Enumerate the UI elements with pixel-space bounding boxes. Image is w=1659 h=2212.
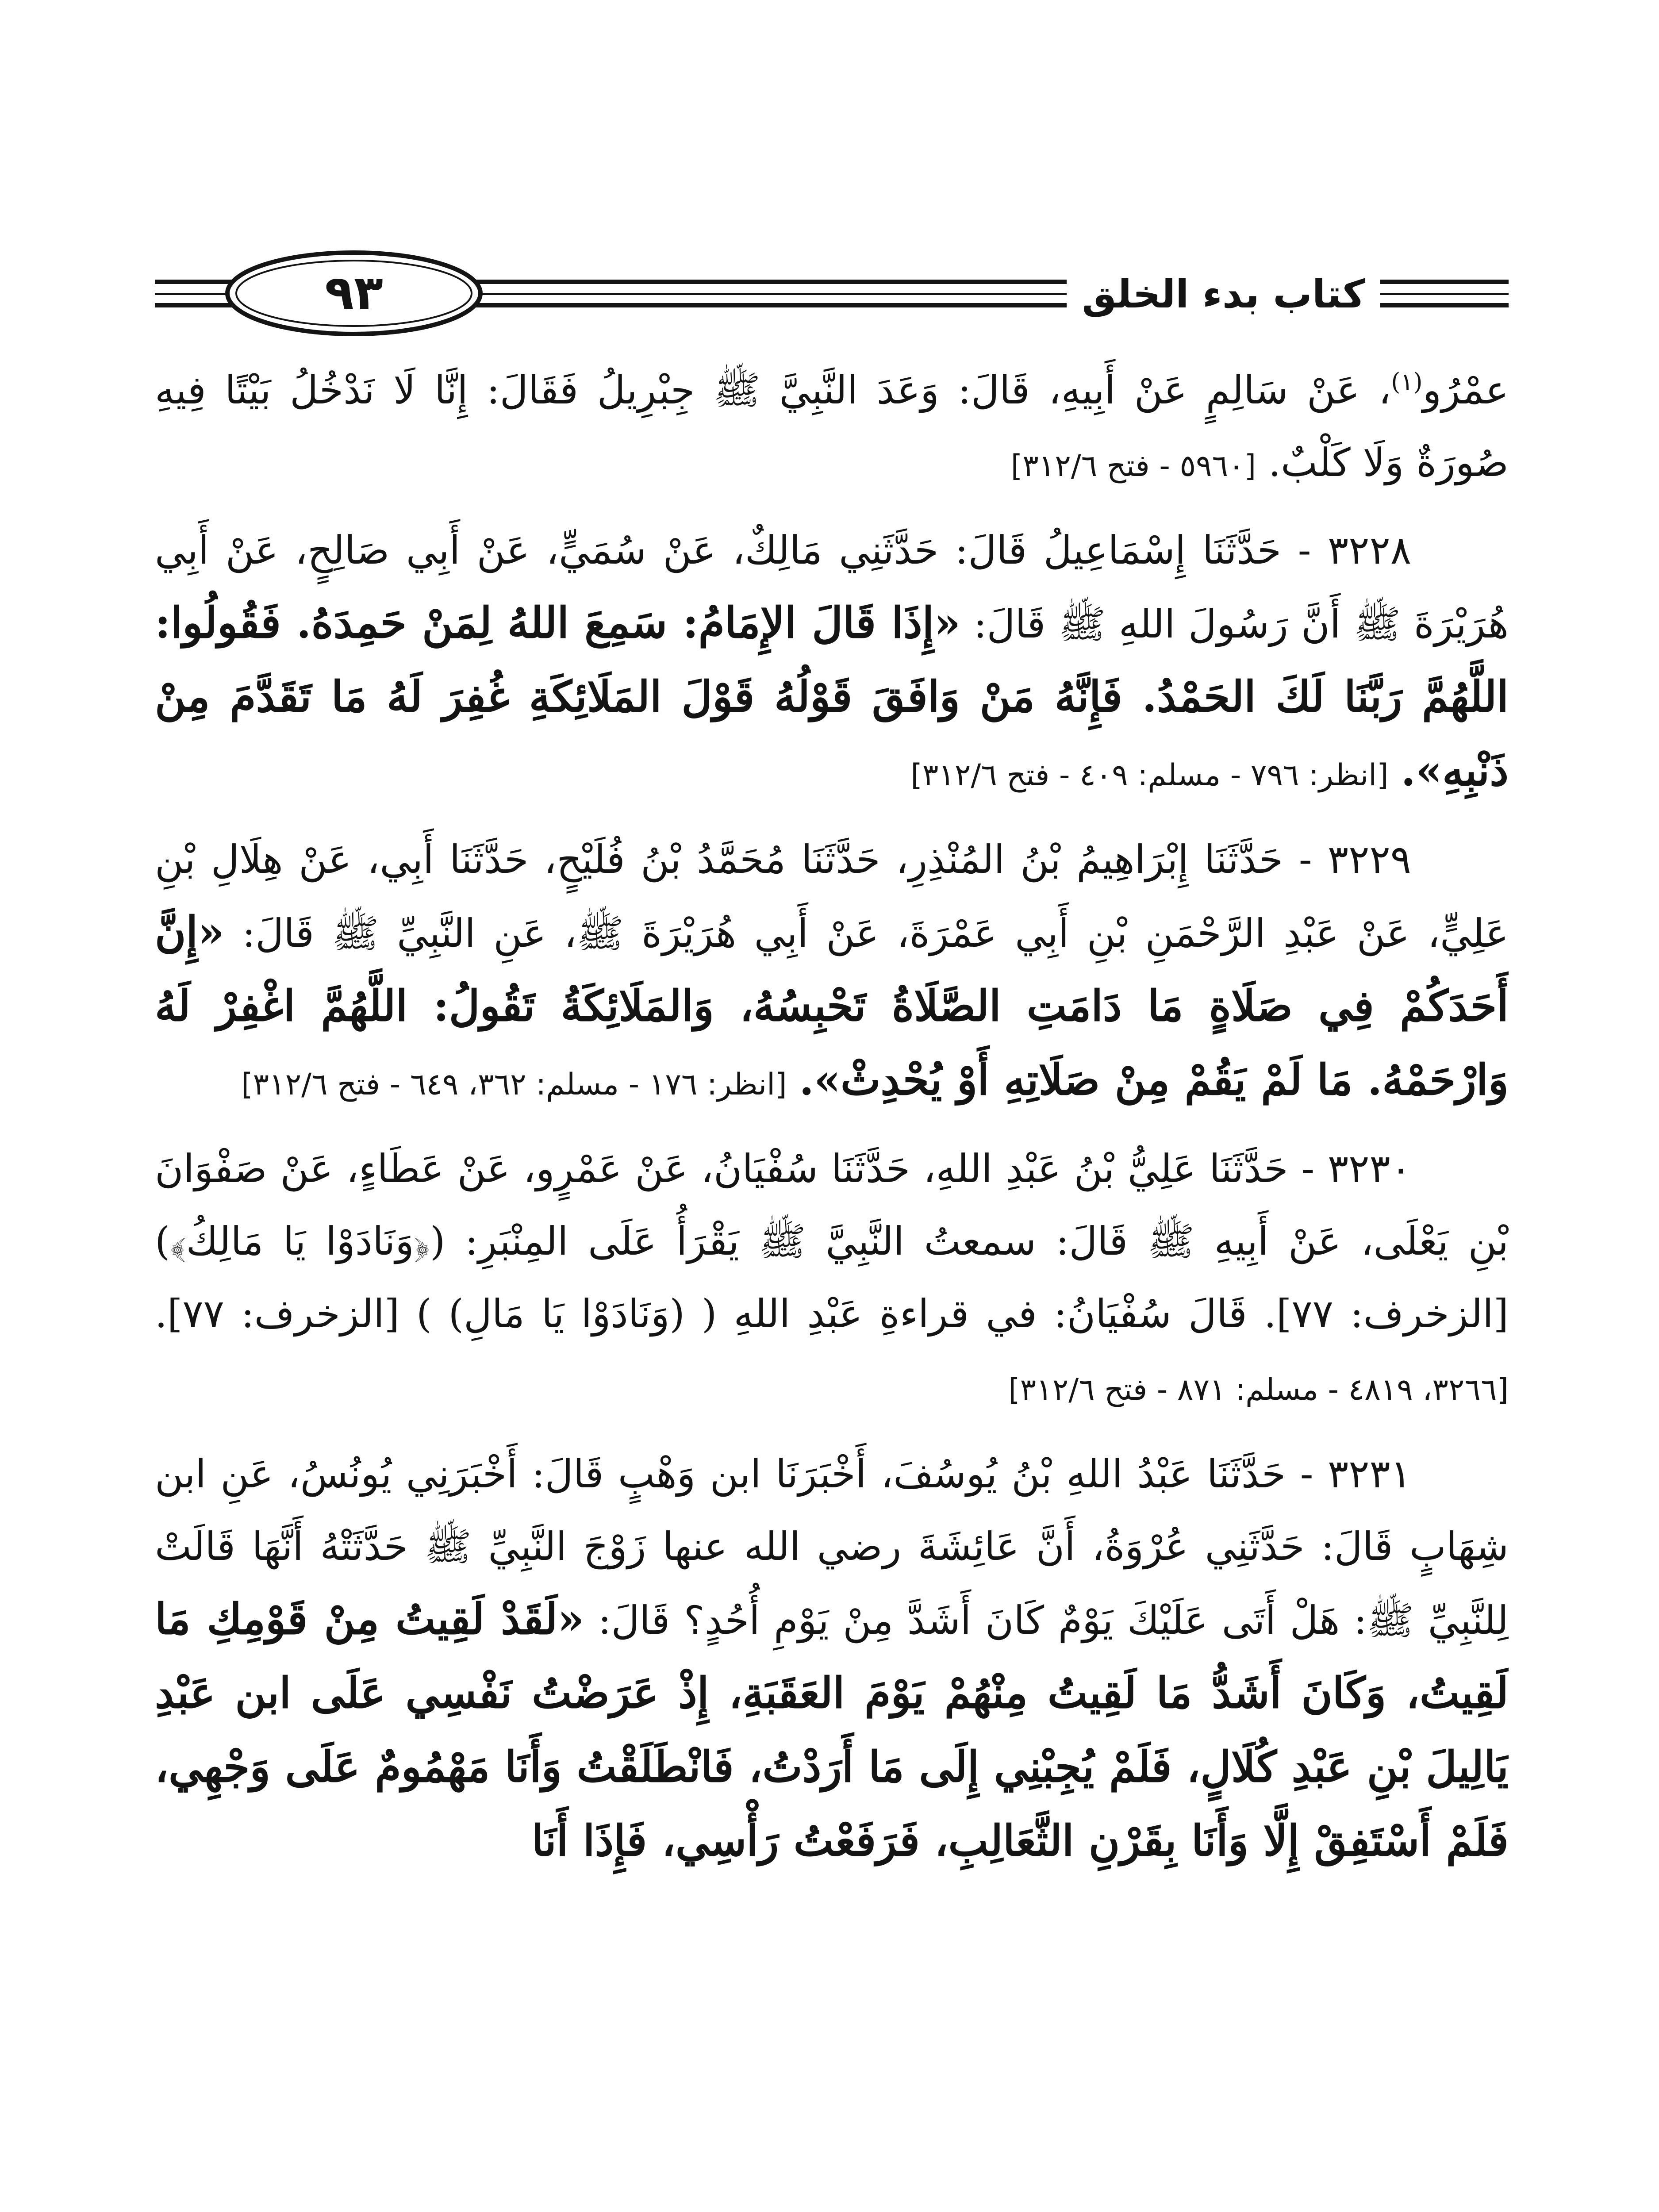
hadith-number: ٣٢٣٠ (1327, 1146, 1411, 1191)
hadith-number: ٣٢٣١ (1327, 1451, 1412, 1497)
book-title: كتاب بدء الخلق (1067, 261, 1380, 327)
hadith-3228: ٣٢٢٨ - حَدَّثَنَا إِسْمَاعِيلُ قَالَ: حَدَّثَنِي مَالِكٌ، عَنْ سُمَيٍّ، عَنْ أَبِي صَالِحٍ، عَنْ أَبِي هُرَيْرَةَ ﷺ أَنَّ رَسُولَ اللهِ ﷺ قَالَ: «إِذَا قَالَ الإِمَامُ: سَمِعَ اللهُ لِمَنْ حَمِدَهُ. فَقُولُوا: اللَّهُمَّ رَبَّنَا لَكَ الحَمْدُ. فَإِنَّهُ مَنْ وَافَقَ قَوْلُهُ قَوْلَ المَلَائِكَةِ غُفِرَ لَهُ مَا تَقَدَّمَ مِنْ ذَنْبِهِ». [انظر: ٧٩٦ - مسلم: ٤٠٩ - فتح ٣١٢/٦] (155, 527, 1509, 795)
hadith-reference: [٣٢٦٦، ٤٨١٩ - مسلم: ٨٧١ - فتح ٣١٢/٦] (1008, 1372, 1509, 1407)
page-number: ٩٣ (325, 265, 383, 321)
hadith-reference: [انظر: ٧٩٦ - مسلم: ٤٠٩ - فتح ٣١٢/٦] (910, 758, 1389, 793)
running-header (155, 239, 1509, 341)
hadith-3230: ٣٢٣٠ - حَدَّثَنَا عَلِيُّ بْنُ عَبْدِ اللهِ، حَدَّثَنَا سُفْيَانُ، عَنْ عَمْرٍو، عَنْ عَطَاءٍ، عَنْ صَفْوَانَ بْنِ يَعْلَى، عَنْ أَبِيهِ ﷺ قَالَ: سمعتُ النَّبِيَّ ﷺ يَقْرَأُ عَلَى المِنْبَرِ: (﴿وَنَادَوْا يَا مَالِكُ﴾) [الزخرف: ٧٧]. قَالَ سُفْيَانُ: في قراءةِ عَبْدِ اللهِ ( (وَنَادَوْا يَا مَالِ) ) [الزخرف: ٧٧]. [٣٢٦٦، ٤٨١٩ - مسلم: ٨٧١ - فتح ٣١٢/٦] (155, 1146, 1509, 1407)
hadith-isnad: حَدَّثَنَا عَبْدُ اللهِ بْنُ يُوسُفَ، أَخْبَرَنَا ابن وَهْبٍ قَالَ: أَخْبَرَنِي يُونُسُ، عَنِ ابن شِهَابٍ قَالَ: حَدَّثَنِي عُرْوَةُ، أَنَّ عَائِشَةَ رضي الله عنها زَوْجَ النَّبِيِّ ﷺ حَدَّثَتْهُ أَنَّهَا قَالَتْ لِلنَّبِيِّ ﷺ: هَلْ أَتَى عَلَيْكَ يَوْمٌ كَانَ أَشَدَّ مِنْ يَوْمِ أُحُدٍ؟ قَالَ: (155, 1451, 1509, 1643)
continuation-start: عمْرُو (1422, 367, 1509, 413)
page-number-badge (221, 247, 487, 340)
hadith-matn: «إِنَّ أَحَدَكُمْ فِي صَلَاةٍ مَا دَامَتِ الصَّلَاةُ تَحْبِسُهُ، وَالمَلَائِكَةُ تَقُولُ: اللَّهُمَّ اغْفِرْ لَهُ وَارْحَمْهُ. مَا لَمْ يَقُمْ مِنْ صَلَاتِهِ أَوْ يُحْدِثْ». (155, 907, 1509, 1105)
hadith-number: ٣٢٢٩ (1327, 837, 1411, 882)
hadith-3231: ٣٢٣١ - حَدَّثَنَا عَبْدُ اللهِ بْنُ يُوسُفَ، أَخْبَرَنَا ابن وَهْبٍ قَالَ: أَخْبَرَنِي يُونُسُ، عَنِ ابن شِهَابٍ قَالَ: حَدَّثَنِي عُرْوَةُ، أَنَّ عَائِشَةَ رضي الله عنها زَوْجَ النَّبِيِّ ﷺ حَدَّثَتْهُ أَنَّهَا قَالَتْ لِلنَّبِيِّ ﷺ: هَلْ أَتَى عَلَيْكَ يَوْمٌ كَانَ أَشَدَّ مِنْ يَوْمِ أُحُدٍ؟ قَالَ: «لَقَدْ لَقِيتُ مِنْ قَوْمِكِ مَا لَقِيتُ، وَكَانَ أَشَدُّ مَا لَقِيتُ مِنْهُمْ يَوْمَ العَقَبَةِ، إِذْ عَرَضْتُ نَفْسِي عَلَى ابن عَبْدِ يَالِيلَ بْنِ عَبْدِ كُلَالٍ، فَلَمْ يُجِبْنِي إِلَى مَا أَرَدْتُ، فَانْطَلَقْتُ وَأَنَا مَهْمُومٌ عَلَى وَجْهِي، فَلَمْ أَسْتَفِقْ إِلَّا وَأَنَا بِقَرْنِ الثَّعَالِبِ، فَرَفَعْتُ رَأْسِي، فَإِذَا أَنَا (155, 1451, 1509, 1866)
hadith-matn: «لَقَدْ لَقِيتُ مِنْ قَوْمِكِ مَا لَقِيتُ، وَكَانَ أَشَدُّ مَا لَقِيتُ مِنْهُمْ يَوْمَ العَقَبَةِ، إِذْ عَرَضْتُ نَفْسِي عَلَى ابن عَبْدِ يَالِيلَ بْنِ عَبْدِ كُلَالٍ، فَلَمْ يُجِبْنِي إِلَى مَا أَرَدْتُ، فَانْطَلَقْتُ وَأَنَا مَهْمُومٌ عَلَى وَجْهِي، فَلَمْ أَسْتَفِقْ إِلَّا وَأَنَا بِقَرْنِ الثَّعَالِبِ، فَرَفَعْتُ رَأْسِي، فَإِذَا أَنَا (155, 1594, 1509, 1866)
hadith-isnad: حَدَّثَنَا عَلِيُّ بْنُ عَبْدِ اللهِ، حَدَّثَنَا سُفْيَانُ، عَنْ عَمْرٍو، عَنْ عَطَاءٍ، عَنْ صَفْوَانَ بْنِ يَعْلَى، عَنْ أَبِيهِ ﷺ قَالَ: سمعتُ النَّبِيَّ ﷺ يَقْرَأُ عَلَى المِنْبَرِ: (﴿وَنَادَوْا يَا مَالِكُ﴾) [الزخرف: ٧٧]. قَالَ سُفْيَانُ: في قراءةِ عَبْدِ اللهِ ( (وَنَادَوْا يَا مَالِ) ) [الزخرف: ٧٧]. (155, 1146, 1509, 1336)
hadith-3229: ٣٢٢٩ - حَدَّثَنَا إِبْرَاهِيمُ بْنُ المُنْذِرِ، حَدَّثَنَا مُحَمَّدُ بْنُ فُلَيْحٍ، حَدَّثَنَا أَبِي، عَنْ هِلَالِ بْنِ عَلِيٍّ، عَنْ عَبْدِ الرَّحْمَنِ بْنِ أَبِي عَمْرَةَ، عَنْ أَبِي هُرَيْرَةَ ﷺ، عَنِ النَّبِيِّ ﷺ قَالَ: «إِنَّ أَحَدَكُمْ فِي صَلَاةٍ مَا دَامَتِ الصَّلَاةُ تَحْبِسُهُ، وَالمَلَائِكَةُ تَقُولُ: اللَّهُمَّ اغْفِرْ لَهُ وَارْحَمْهُ. مَا لَمْ يَقُمْ مِنْ صَلَاتِهِ أَوْ يُحْدِثْ». [انظر: ١٧٦ - مسلم: ٣٦٢، ٦٤٩ - فتح ٣١٢/٦] (155, 837, 1509, 1105)
hadith-reference: [انظر: ١٧٦ - مسلم: ٣٦٢، ٦٤٩ - فتح ٣١٢/٦] (241, 1067, 787, 1102)
hadith-isnad: حَدَّثَنَا إِبْرَاهِيمُ بْنُ المُنْذِرِ، حَدَّثَنَا مُحَمَّدُ بْنُ فُلَيْحٍ، حَدَّثَنَا أَبِي، عَنْ هِلَالِ بْنِ عَلِيٍّ، عَنْ عَبْدِ الرَّحْمَنِ بْنِ أَبِي عَمْرَةَ، عَنْ أَبِي هُرَيْرَةَ ﷺ، عَنِ النَّبِيِّ ﷺ قَالَ: (155, 837, 1509, 956)
hadith-isnad: حَدَّثَنَا إِسْمَاعِيلُ قَالَ: حَدَّثَنِي مَالِكٌ، عَنْ سُمَيٍّ، عَنْ أَبِي صَالِحٍ، عَنْ أَبِي هُرَيْرَةَ ﷺ أَنَّ رَسُولَ اللهِ ﷺ قَالَ: (155, 527, 1509, 647)
continuation-text: ، عَنْ سَالِمٍ عَنْ أَبِيهِ، قَالَ: وَعَدَ النَّبِيَّ ﷺ جِبْرِيلُ فَقَالَ: إِنَّا لَا نَدْخُلُ بَيْتًا فِيهِ صُورَةٌ وَلَا كَلْبٌ. (155, 367, 1509, 485)
footnote-marker: (١) (1391, 368, 1423, 396)
continuation-paragraph (155, 354, 1509, 503)
hadith-number: ٣٢٢٨ (1327, 527, 1412, 573)
hadith-reference: [٥٩٦٠ - فتح ٣١٢/٦] (1010, 449, 1256, 484)
main-text (155, 354, 1509, 2212)
hadith-matn: «إِذَا قَالَ الإِمَامُ: سَمِعَ اللهُ لِمَنْ حَمِدَهُ. فَقُولُوا: اللَّهُمَّ رَبَّنَا لَكَ الحَمْدُ. فَإِنَّهُ مَنْ وَافَقَ قَوْلُهُ قَوْلَ المَلَائِكَةِ غُفِرَ لَهُ مَا تَقَدَّمَ مِنْ ذَنْبِهِ». (155, 598, 1509, 795)
